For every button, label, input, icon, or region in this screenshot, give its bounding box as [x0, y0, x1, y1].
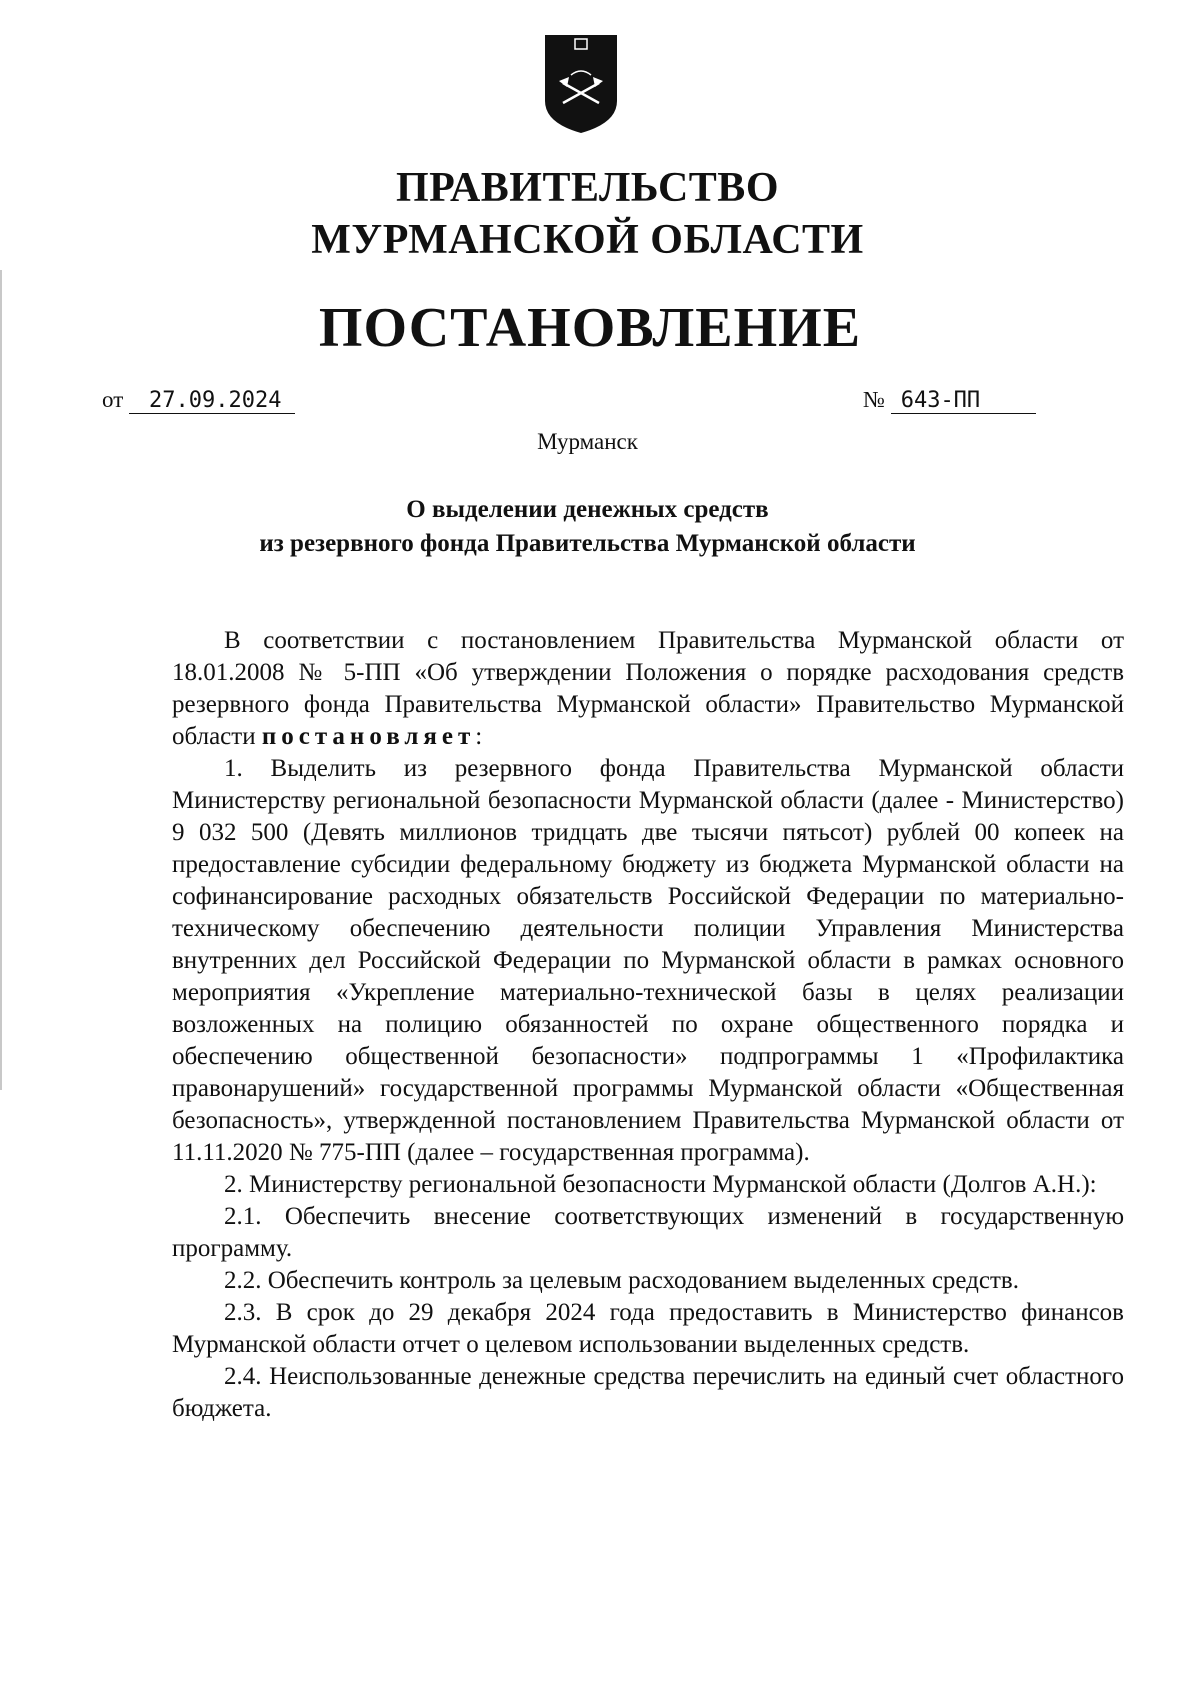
title-line-1: О выделении денежных средств	[406, 496, 769, 523]
title-line-2: из резервного фонда Правительства Мурманской области	[259, 530, 916, 557]
paragraph-2-4: 2.4. Неиспользованные денежные средства перечислить на единый счет областного бюджета.	[172, 1363, 1124, 1422]
organization-name	[0, 162, 1175, 266]
date-value: 27.09.2024	[129, 388, 295, 414]
org-line-1: ПРАВИТЕЛЬСТВО	[396, 165, 779, 211]
decree-word: постановляет	[261, 723, 476, 750]
paragraph-2-1: 2.1. Обеспечить внесение соответствующих изменений в государственную программу.	[172, 1203, 1124, 1262]
scan-edge	[0, 270, 2, 1090]
number-value: 643-ПП	[891, 388, 1036, 414]
document-body	[172, 625, 1124, 1425]
number-field	[863, 387, 1036, 414]
paragraph-2: 2. Министерству региональной безопасности Мурманской области (Долгов А.Н.):	[224, 1171, 1097, 1198]
date-field	[102, 387, 295, 414]
org-line-2: МУРМАНСКОЙ ОБЛАСТИ	[311, 217, 864, 263]
city: Мурманск	[537, 429, 638, 454]
document-title	[0, 493, 1175, 561]
coat-of-arms-icon	[541, 31, 621, 135]
number-prefix: №	[863, 387, 885, 412]
paragraph-2-2: 2.2. Обеспечить контроль за целевым расходованием выделенных средств.	[224, 1267, 1019, 1294]
paragraph-2-3: 2.3. В срок до 29 декабря 2024 года предоставить в Министерство финансов Мурманской области отчет о целевом использовании выделенных средств.	[172, 1299, 1124, 1358]
paragraph-1: 1. Выделить из резервного фонда Правительства Мурманской области Министерству региональной безопасности Мурманской области (далее - Министерство) 9 032 500 (Девять миллионов тридцать две тысячи пятьсот) рублей 00 копеек на предоставление субсидии федеральному бюджету из бюджета Мурманской области на софинансирование расходных обязательств Российской Федерации по материально-техническому обеспечению деятельности полиции Управления Министерства внутренних дел Российской Федерации по Мурманской области в рамках основного мероприятия «Укрепление материально-технической базы в целях реализации возложенных на полицию обязанностей по охране общественного порядка и обеспечению общественной безопасности» подпрограммы 1 «Профилактика правонарушений» государственной программы Мурманской области «Общественная безопасность», утвержденной постановлением Правительства Мурманской области от 11.11.2020 № 775-ПП (далее – государственная программа).	[172, 755, 1124, 1166]
date-prefix: от	[102, 387, 124, 412]
preamble-text: В соответствии с постановлением Правительства Мурманской области от 18.01.2008 № 5-ПП «Об утверждении Положения о порядке расходования средств резервного фонда Правительства Мурманской области» Правительство Мурманской области	[172, 627, 1124, 750]
document-type: ПОСТАНОВЛЕНИЕ	[318, 297, 862, 359]
decree-colon: :	[475, 723, 483, 750]
preamble-paragraph	[172, 625, 1124, 753]
